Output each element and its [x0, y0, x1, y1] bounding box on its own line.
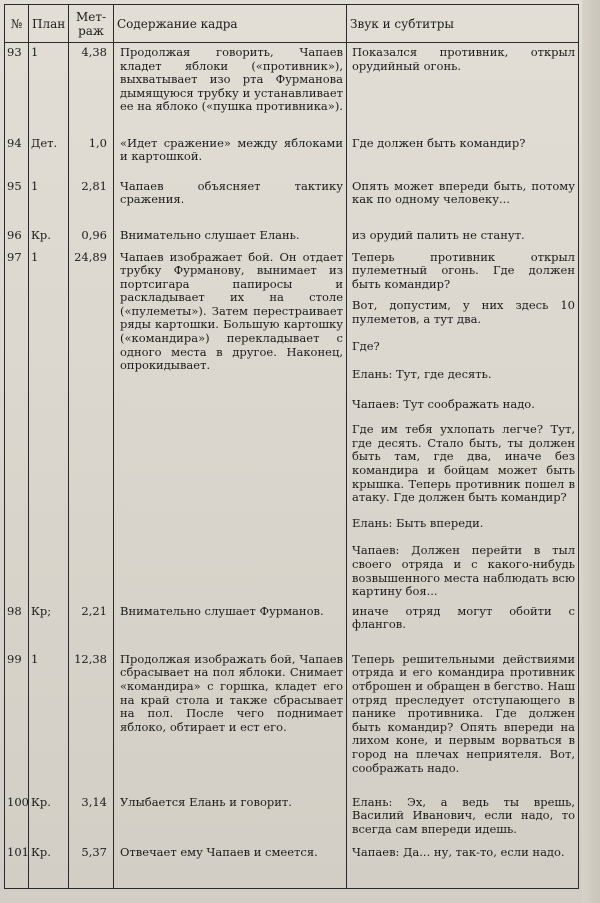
sound-line: Вот, допустим, у них здесь 10 пулеметов, а тут два. [352, 298, 575, 326]
sound-line: Елань: Тут, где десять. [352, 367, 492, 382]
shot-length: 12,38 [69, 650, 114, 793]
sound-line: Опять может впереди быть, потому как по одному человеку... [352, 178, 575, 207]
shot-content: Продолжая говорить, Чапаев кладет яблоки («противник»), выхватывает изо рта Фурманова дымящуюся трубку и устанавливает ее на яблоко («пушка противника»). [114, 43, 347, 134]
shot-length: 2,81 [69, 177, 114, 226]
table-row [5, 843, 579, 889]
header-number: № [5, 5, 29, 43]
shot-sound [347, 793, 579, 843]
table-row [5, 43, 579, 134]
shot-sound [347, 843, 579, 889]
shot-plan: Кр; [29, 602, 69, 650]
shot-number: 101 [5, 843, 29, 889]
shot-plan: Дет. [29, 134, 69, 177]
shot-content: Внимательно слушает Фурманов. [114, 602, 347, 650]
sound-line: Теперь решительными действиями отряда и его командира противник отброшен и обращен в бегство. Наш отряд преследует отступающего в панике противника. Где должен быть командир? Опять впереди на лихом коне, и первым ворваться в город на плечах неприятеля. Вот, соображать надо. [352, 651, 575, 775]
shot-content: Отвечает ему Чапаев и смеется. [114, 843, 347, 889]
shot-sound [347, 602, 579, 650]
shot-number: 98 [5, 602, 29, 650]
shot-plan: 1 [29, 650, 69, 793]
shot-length: 4,38 [69, 43, 114, 134]
sound-line: Чапаев: Да... ну, так-то, если надо. [352, 844, 565, 859]
shot-content: Внимательно слушает Елань. [114, 226, 347, 248]
shot-content: Чапаев объясняет тактику сражения. [114, 177, 347, 226]
shot-number: 94 [5, 134, 29, 177]
table-row [5, 177, 579, 226]
table-row [5, 793, 579, 843]
sound-line: иначе отряд могут обойти с флангов. [352, 603, 575, 632]
shot-number: 97 [5, 248, 29, 602]
header-sound: Звук и субтитры [347, 5, 579, 43]
sound-line: Чапаев: Тут соображать надо. [352, 396, 535, 411]
table-row [5, 602, 579, 650]
header-content: Содержание кадра [114, 5, 347, 43]
table-row [5, 650, 579, 793]
sound-line: Где? [352, 339, 380, 354]
sound-line: Елань: Быть впереди. [352, 515, 484, 530]
shot-content: Чапаев изображает бой. Он отдает трубку Фурманову, вынимает из портсигара папиросы и раскладывает их на столе («пулеметы»). Затем перестраивает ряды картошки. Большую картошку («командира») перекладывает с одного места в другое. Наконец, опрокидывает. [114, 248, 347, 602]
shot-plan: 1 [29, 177, 69, 226]
shot-number: 96 [5, 226, 29, 248]
shot-length: 1,0 [69, 134, 114, 177]
table-header-row [5, 5, 579, 43]
shot-sound [347, 226, 579, 248]
shot-sound [347, 248, 579, 602]
shot-length: 0,96 [69, 226, 114, 248]
header-length: Мет- раж [69, 5, 114, 43]
table-row [5, 226, 579, 248]
shot-list-table [4, 4, 579, 889]
sound-line: Елань: Эх, а ведь ты врешь, Василий Иванович, если надо, то всегда сам впереди идешь. [352, 794, 575, 836]
sound-line: Где должен быть командир? [352, 135, 526, 150]
shot-sound [347, 43, 579, 134]
shot-length: 3,14 [69, 793, 114, 843]
shot-plan: Кр. [29, 843, 69, 889]
sound-line: Теперь противник открыл пулеметный огонь. Где должен быть командир? [352, 249, 575, 291]
sound-line: Показался противник, открыл орудийный огонь. [352, 45, 575, 73]
sound-line: Где им тебя ухлопать легче? Тут, где десять. Стало быть, ты должен быть там, где два, иначе без командира и бойцам может быть крышка. Теперь противник пошел в атаку. Где должен быть командир? [352, 422, 575, 505]
shot-length: 24,89 [69, 248, 114, 602]
shot-sound [347, 650, 579, 793]
shot-plan: 1 [29, 43, 69, 134]
table-row [5, 134, 579, 177]
shot-plan: Кр. [29, 793, 69, 843]
shot-number: 99 [5, 650, 29, 793]
sound-line: из орудий палить не станут. [352, 227, 525, 242]
shot-plan: 1 [29, 248, 69, 602]
sound-line: Чапаев: Должен перейти в тыл своего отряда и с какого-нибудь возвышенного места наблюдать всю картину боя... [352, 543, 575, 599]
shot-number: 93 [5, 43, 29, 134]
shot-content: Продолжая изображать бой, Чапаев сбрасывает на пол яблоки. Снимает «командира» с горшка, кладет его на край стола и также сбрасывает на пол. После чего поднимает яблоко, обтирает и ест его. [114, 650, 347, 793]
shot-sound [347, 177, 579, 226]
shot-content: «Идет сражение» между яблоками и картошкой. [114, 134, 347, 177]
shot-sound [347, 134, 579, 177]
shot-length: 2,21 [69, 602, 114, 650]
shot-length: 5,37 [69, 843, 114, 889]
shot-plan: Кр. [29, 226, 69, 248]
table-row [5, 248, 579, 602]
shot-number: 100 [5, 793, 29, 843]
shot-content: Улыбается Елань и говорит. [114, 793, 347, 843]
shot-number: 95 [5, 177, 29, 226]
page-edge [582, 0, 600, 903]
header-plan: План [29, 5, 69, 43]
